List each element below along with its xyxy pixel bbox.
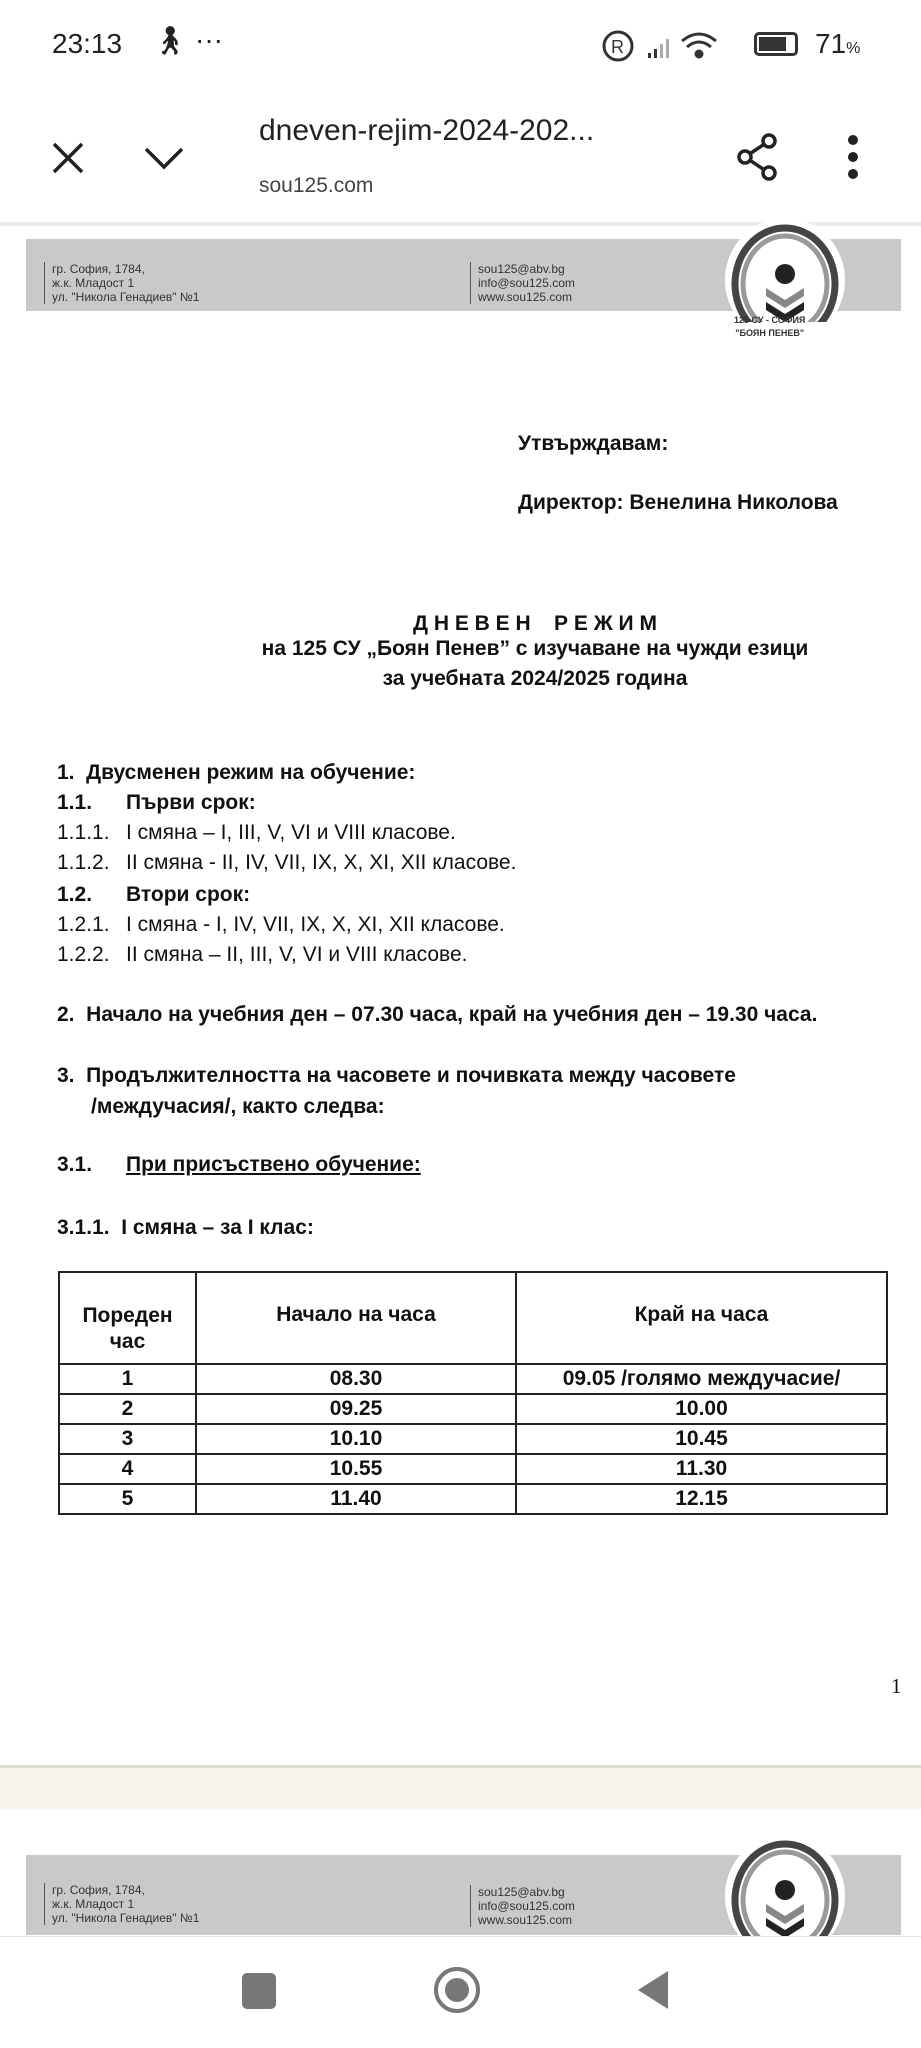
- document-domain: sou125.com: [259, 174, 374, 197]
- header-end: Край на часа: [516, 1272, 887, 1364]
- cell: 10.10: [196, 1424, 516, 1454]
- more-options-icon[interactable]: [843, 133, 863, 181]
- document-heading: Д Н Е В Е Н Р Е Ж И М: [413, 612, 657, 635]
- battery-icon: [754, 32, 798, 56]
- status-icons: [600, 29, 780, 65]
- section-1-1-2: II смяна - II, IV, VII, IX, X, XI, XII класове.: [126, 851, 517, 874]
- section-3-cont: /междучасия/, както следва:: [91, 1095, 385, 1118]
- section-1-1: Първи срок:: [126, 791, 256, 814]
- cell: 1: [59, 1364, 196, 1394]
- signal-icon: [648, 39, 669, 58]
- header-start: Начало на часа: [196, 1272, 516, 1364]
- section-1: 1. Двусменен режим на обучение:: [57, 761, 416, 784]
- cell: 09.05 /голямо междучасие/: [516, 1364, 887, 1394]
- cell: 10.00: [516, 1394, 887, 1424]
- section-3-1: При присъствено обучение:: [126, 1153, 421, 1176]
- section-3: 3. Продължителността на часовете и почивката между часовете: [57, 1064, 736, 1087]
- table-row: [59, 1424, 887, 1454]
- share-icon[interactable]: [735, 132, 781, 182]
- section-1-1-1: I смяна – I, III, V, VI и VIII класове.: [126, 821, 456, 844]
- more-notifications-icon: ···: [195, 24, 223, 55]
- section-num: 1.2.2.: [57, 943, 110, 966]
- table-row: [59, 1454, 887, 1484]
- cell: 10.45: [516, 1424, 887, 1454]
- table-header-row: [59, 1272, 887, 1364]
- logo-text: 125 СУ - СОФИЯ "БОЯН ПЕНЕВ": [734, 315, 806, 338]
- header-lesson: Пореден час: [59, 1272, 196, 1364]
- director-name: Директор: Венелина Николова: [518, 491, 838, 514]
- section-num: 1.2.: [57, 883, 93, 906]
- recents-button[interactable]: [242, 1973, 276, 2009]
- document-title: dneven-rejim-2024-202...: [259, 114, 595, 147]
- cell: 09.25: [196, 1394, 516, 1424]
- letterhead-address: гр. София, 1784, ж.к. Младост 1 ул. "Никола Генадиев" №1: [44, 1883, 199, 1925]
- section-num: 1.1.2.: [57, 851, 110, 874]
- close-icon[interactable]: [50, 140, 86, 176]
- letterhead-contacts: sou125@abv.bg info@sou125.com www.sou125.com: [470, 262, 575, 304]
- system-nav-bar: [0, 1936, 921, 2048]
- school-logo: [722, 1838, 848, 1936]
- cell: 11.30: [516, 1454, 887, 1484]
- section-1-2-1: I смяна - I, IV, VII, IX, X, XI, XII класове.: [126, 913, 505, 936]
- document-subtitle-year: за учебната 2024/2025 година: [382, 667, 688, 690]
- cell: 11.40: [196, 1484, 516, 1514]
- approval-label: Утвърждавам:: [518, 432, 669, 455]
- chevron-down-icon[interactable]: [143, 145, 185, 171]
- page-separator: [0, 1765, 921, 1809]
- roaming-icon: [604, 32, 632, 60]
- school-logo: [722, 222, 848, 322]
- cell: 10.55: [196, 1454, 516, 1484]
- section-1-2: Втори срок:: [126, 883, 251, 906]
- cell: 5: [59, 1484, 196, 1514]
- page-number: 1: [891, 1674, 902, 1698]
- section-num: 1.2.1.: [57, 913, 110, 936]
- table-row: [59, 1364, 887, 1394]
- schedule-table: [58, 1271, 888, 1515]
- cell: 4: [59, 1454, 196, 1484]
- table-row: [59, 1484, 887, 1514]
- section-num: 1.1.1.: [57, 821, 110, 844]
- walking-icon: 🚶︎: [152, 25, 188, 56]
- letterhead-contacts: sou125@abv.bg info@sou125.com www.sou125.com: [470, 1885, 575, 1927]
- section-num: 3.1.: [57, 1153, 93, 1176]
- cell: 2: [59, 1394, 196, 1424]
- home-button[interactable]: [434, 1967, 480, 2013]
- letterhead-address: гр. София, 1784, ж.к. Младост 1 ул. "Никола Генадиев" №1: [44, 262, 199, 304]
- section-num: 1.1.: [57, 791, 93, 814]
- section-2: 2. Начало на учебния ден – 07.30 часа, край на учебния ден – 19.30 часа.: [57, 1003, 818, 1026]
- cell: 12.15: [516, 1484, 887, 1514]
- section-1-2-2: II смяна – II, III, V, VI и VIII класове.: [126, 943, 468, 966]
- cell: 08.30: [196, 1364, 516, 1394]
- cell: 3: [59, 1424, 196, 1454]
- document-subtitle: на 125 СУ „Боян Пенев” с изучаване на чужди езици: [261, 637, 809, 660]
- wifi-icon: [682, 34, 716, 57]
- status-time: 23:13: [52, 28, 123, 59]
- section-3-1-1: 3.1.1. I смяна – за I клас:: [57, 1216, 314, 1239]
- svg-text:R: R: [611, 37, 624, 57]
- battery-level: [759, 37, 786, 51]
- back-button[interactable]: [636, 1969, 670, 2011]
- table-row: [59, 1394, 887, 1424]
- battery-percent: 71%: [815, 28, 861, 59]
